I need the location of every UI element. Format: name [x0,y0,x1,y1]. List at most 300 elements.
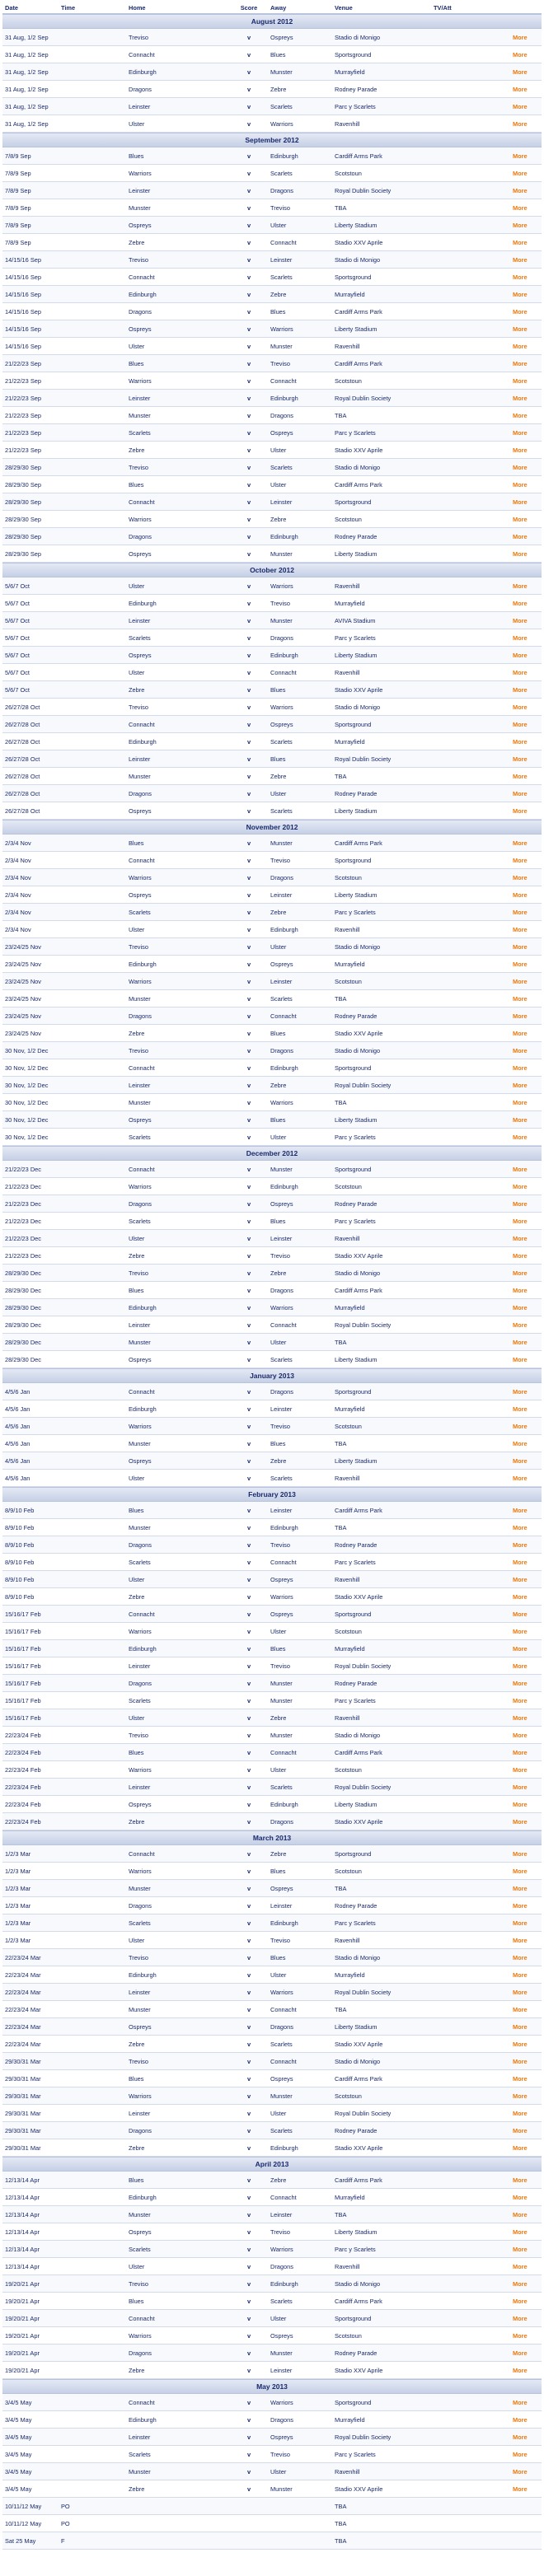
more-link[interactable]: More [513,1867,528,1875]
more-link[interactable]: More [513,68,528,76]
home-team: Ospreys [129,891,152,899]
more-link[interactable]: More [513,1765,528,1774]
venue: Stadio di Monigo [335,703,381,711]
home-team: Blues [129,2297,144,2305]
away-team: Connacht [270,2005,297,2013]
more-link[interactable]: More [513,960,528,968]
more-link[interactable]: More [513,2210,528,2218]
score: v [246,806,251,815]
more-link[interactable]: More [513,1610,528,1618]
home-team: Edinburgh [129,1303,157,1311]
more-link[interactable]: More [513,1644,528,1653]
score: v [246,2433,251,2441]
more-link[interactable]: More [513,1971,528,1979]
table-row [2,2411,542,2429]
more-link[interactable]: More [513,839,528,847]
fixture-date: 22/23/24 Feb [5,1817,41,1826]
score: v [246,68,251,76]
fixture-date: 4/5/6 Jan [5,1387,30,1396]
more-link[interactable]: More [513,2126,528,2134]
more-link[interactable]: More [513,1817,528,1826]
more-link[interactable]: More [513,1199,528,1208]
venue: Sportsground [335,720,372,728]
more-link[interactable]: More [513,2485,528,2493]
fixture-date: 19/20/21 Apr [5,2331,40,2340]
more-link[interactable]: More [513,1901,528,1910]
more-link[interactable]: More [513,152,528,160]
more-link[interactable]: More [513,359,528,367]
more-link[interactable]: More [513,221,528,229]
venue: Parc y Scarlets [335,2245,376,2253]
score: v [246,532,251,540]
more-link[interactable]: More [513,1575,528,1583]
venue: Stadio XXV Aprile [335,2040,383,2048]
table-row [2,1519,542,1536]
more-link[interactable]: More [513,2415,528,2424]
home-team: Scarlets [129,1919,151,1927]
home-team: Connacht [129,498,155,506]
away-team: Scarlets [270,737,293,746]
venue: Liberty Stadium [335,891,378,899]
more-link[interactable]: More [513,1422,528,1430]
table-row [2,1383,542,1400]
away-team: Dragons [270,2415,293,2424]
away-team: Zebre [270,908,287,916]
more-link[interactable]: More [513,2245,528,2253]
more-link[interactable]: More [513,325,528,333]
more-link[interactable]: More [513,1355,528,1363]
more-link[interactable]: More [513,651,528,659]
venue: Stadio di Monigo [335,1731,381,1739]
venue: Cardiff Arms Park [335,359,382,367]
more-link[interactable]: More [513,1012,528,1020]
more-link[interactable]: More [513,2262,528,2270]
more-link[interactable]: More [513,1064,528,1072]
away-team: Blues [270,1439,286,1447]
venue: Liberty Stadium [335,1800,378,1808]
away-team: Blues [270,685,286,694]
away-team: Warriors [270,1303,293,1311]
more-link[interactable]: More [513,1679,528,1687]
fixture-date: 14/15/16 Sep [5,342,41,350]
venue: Liberty Stadium [335,806,378,815]
more-link[interactable]: More [513,1405,528,1413]
more-link[interactable]: More [513,515,528,523]
score: v [246,1506,251,1514]
score: v [246,342,251,350]
more-link[interactable]: More [513,772,528,780]
more-link[interactable]: More [513,1321,528,1329]
home-team: Blues [129,359,144,367]
fixture-date: 30 Nov, 1/2 Dec [5,1046,49,1054]
away-team: Warriors [270,325,293,333]
more-link[interactable]: More [513,1592,528,1601]
more-link[interactable]: More [513,2467,528,2475]
score: v [246,2245,251,2253]
venue: Parc y Scarlets [335,908,376,916]
more-link[interactable]: More [513,1540,528,1549]
more-link[interactable]: More [513,549,528,558]
more-link[interactable]: More [513,1439,528,1447]
more-link[interactable]: More [513,1748,528,1756]
venue: Parc y Scarlets [335,1919,376,1927]
table-row [2,1845,542,1863]
more-link[interactable]: More [513,394,528,402]
away-team: Zebre [270,2176,287,2184]
home-team: Treviso [129,255,148,264]
month-fixtures [2,1383,542,1487]
more-link[interactable]: More [513,307,528,316]
home-team: Warriors [129,977,152,985]
fixture-date: 22/23/24 Mar [5,2005,41,2013]
score: v [246,1405,251,1413]
more-link[interactable]: More [513,685,528,694]
away-team: Ospreys [270,428,293,437]
more-link[interactable]: More [513,703,528,711]
more-link[interactable]: More [513,1627,528,1635]
more-link[interactable]: More [513,290,528,298]
away-team: Ulster [270,1627,287,1635]
more-link[interactable]: More [513,1456,528,1465]
more-link[interactable]: More [513,1696,528,1704]
score: v [246,908,251,916]
away-team: Ospreys [270,2433,293,2441]
score: v [246,1971,251,1979]
home-team: Leinster [129,1081,151,1089]
fixture-date: 28/29/30 Dec [5,1338,41,1346]
home-team: Treviso [129,1953,148,1961]
table-row [2,1129,542,1146]
venue: Scotstoun [335,977,362,985]
score: v [246,1627,251,1635]
home-team: Connacht [129,273,155,281]
more-link[interactable]: More [513,1269,528,1277]
score: v [246,2279,251,2288]
month-fixtures [2,1161,542,1368]
more-link[interactable]: More [513,1713,528,1722]
table-row [2,886,542,904]
more-link[interactable]: More [513,1474,528,1482]
fixture-date: 28/29/30 Dec [5,1355,41,1363]
more-link[interactable]: More [513,2331,528,2340]
more-link[interactable]: More [513,942,528,951]
more-link[interactable]: More [513,1800,528,1808]
more-link[interactable]: More [513,1558,528,1566]
away-team: Munster [270,342,293,350]
more-link[interactable]: More [513,1988,528,1996]
table-row [2,2293,542,2310]
table-row [2,1195,542,1213]
venue: Cardiff Arms Park [335,152,382,160]
more-link[interactable]: More [513,1662,528,1670]
more-link[interactable]: More [513,1523,528,1531]
fixture-date: 1/2/3 Mar [5,1884,31,1892]
more-link[interactable]: More [513,1217,528,1225]
more-link[interactable]: More [513,582,528,590]
venue: Liberty Stadium [335,2228,378,2236]
more-link[interactable]: More [513,2450,528,2458]
home-team: Connacht [129,50,155,58]
fixture-date: 2/3/4 Nov [5,891,31,899]
more-link[interactable]: More [513,908,528,916]
more-link[interactable]: More [513,498,528,506]
fixture-date: 21/22/23 Dec [5,1165,41,1173]
more-link[interactable]: More [513,446,528,454]
score: v [246,2331,251,2340]
more-link[interactable]: More [513,1165,528,1173]
table-row [2,2515,542,2532]
venue: Sportsground [335,273,372,281]
score: v [246,1251,251,1260]
month-fixtures [2,29,542,133]
more-link[interactable]: More [513,755,528,763]
more-link[interactable]: More [513,1731,528,1739]
venue: Murrayfield [335,68,365,76]
more-link[interactable]: More [513,2005,528,2013]
more-link[interactable]: More [513,2314,528,2322]
home-team: Ulster [129,119,145,128]
fixture-date: 19/20/21 Apr [5,2314,40,2322]
table-row [2,1897,542,1914]
more-link[interactable]: More [513,186,528,194]
venue: Ravenhill [335,1474,360,1482]
fixture-date: 21/22/23 Sep [5,359,41,367]
score: v [246,498,251,506]
more-link[interactable]: More [513,1098,528,1106]
fixture-date: 2/3/4 Nov [5,839,31,847]
more-link[interactable]: More [513,1182,528,1190]
more-link[interactable]: More [513,1046,528,1054]
table-row [2,1813,542,1830]
more-link[interactable]: More [513,1783,528,1791]
more-link[interactable]: More [513,50,528,58]
venue: Liberty Stadium [335,1355,378,1363]
score: v [246,2057,251,2065]
away-team: Edinburgh [270,1919,298,1927]
score: v [246,1133,251,1141]
home-team: Munster [129,772,151,780]
home-team: Warriors [129,1182,152,1190]
header-home: Home [129,3,146,12]
more-link[interactable]: More [513,169,528,177]
more-link[interactable]: More [513,1081,528,1089]
away-team: Dragons [270,1817,293,1826]
more-link[interactable]: More [513,737,528,746]
home-team: Leinster [129,616,151,624]
more-link[interactable]: More [513,2074,528,2083]
more-link[interactable]: More [513,1506,528,1514]
more-link[interactable]: More [513,119,528,128]
table-row [2,664,542,681]
home-team: Munster [129,1338,151,1346]
away-team: Edinburgh [270,152,298,160]
more-link[interactable]: More [513,1286,528,1294]
more-link[interactable]: More [513,1849,528,1858]
score: v [246,668,251,676]
table-row [2,750,542,768]
fixture-date: 28/29/30 Sep [5,498,41,506]
table-row [2,2223,542,2241]
score: v [246,1338,251,1346]
away-team: Scarlets [270,1783,293,1791]
score: v [246,186,251,194]
more-link[interactable]: More [513,977,528,985]
table-row [2,1230,542,1247]
home-team: Warriors [129,2331,152,2340]
venue: Royal Dublin Society [335,2109,392,2117]
more-link[interactable]: More [513,2398,528,2406]
more-link[interactable]: More [513,1303,528,1311]
more-link[interactable]: More [513,480,528,489]
more-link[interactable]: More [513,2092,528,2100]
more-link[interactable]: More [513,806,528,815]
more-link[interactable]: More [513,2193,528,2201]
home-team: Dragons [129,532,152,540]
more-link[interactable]: More [513,1234,528,1242]
more-link[interactable]: More [513,1251,528,1260]
venue: Ravenhill [335,1575,360,1583]
home-team: Scarlets [129,633,151,642]
away-team: Connacht [270,668,297,676]
more-link[interactable]: More [513,1133,528,1141]
more-link[interactable]: More [513,376,528,385]
more-link[interactable]: More [513,994,528,1003]
home-team: Scarlets [129,1133,151,1141]
home-team: Scarlets [129,1696,151,1704]
table-row [2,1880,542,1897]
more-link[interactable]: More [513,2040,528,2048]
more-link[interactable]: More [513,599,528,607]
more-link[interactable]: More [513,891,528,899]
home-team: Blues [129,1748,144,1756]
home-team: Munster [129,2467,151,2475]
table-row [2,1554,542,1571]
more-link[interactable]: More [513,1115,528,1124]
table-row [2,493,542,511]
fixture-date: 2/3/4 Nov [5,873,31,881]
away-team: Warriors [270,582,293,590]
venue: Sportsground [335,2398,372,2406]
more-link[interactable]: More [513,2279,528,2288]
more-link[interactable]: More [513,789,528,797]
more-link[interactable]: More [513,342,528,350]
more-link[interactable]: More [513,2349,528,2357]
more-link[interactable]: More [513,428,528,437]
more-link[interactable]: More [513,255,528,264]
more-link[interactable]: More [513,873,528,881]
score: v [246,1884,251,1892]
fixture-date: 1/2/3 Mar [5,1867,31,1875]
more-link[interactable]: More [513,2228,528,2236]
fixture-date: 15/16/17 Feb [5,1610,41,1618]
home-team: Warriors [129,376,152,385]
more-link[interactable]: More [513,2297,528,2305]
home-team: Ospreys [129,549,152,558]
home-team: Ulster [129,1575,145,1583]
score: v [246,1182,251,1190]
home-team: Zebre [129,2485,145,2493]
venue: Sportsground [335,856,372,864]
more-link[interactable]: More [513,463,528,471]
score: v [246,942,251,951]
more-link[interactable]: More [513,1387,528,1396]
more-link[interactable]: More [513,1029,528,1037]
fixture-date: 31 Aug, 1/2 Sep [5,102,49,110]
more-link[interactable]: More [513,532,528,540]
more-link[interactable]: More [513,1884,528,1892]
home-team: Leinster [129,1783,151,1791]
table-row [2,1247,542,1265]
venue: Stadio XXV Aprile [335,2366,383,2374]
table-row [2,1265,542,1282]
score: v [246,1029,251,1037]
score: v [246,1731,251,1739]
more-link[interactable]: More [513,2109,528,2117]
more-link[interactable]: More [513,2022,528,2031]
more-link[interactable]: More [513,1953,528,1961]
more-link[interactable]: More [513,1919,528,1927]
venue: Parc y Scarlets [335,428,376,437]
more-link[interactable]: More [513,720,528,728]
more-link[interactable]: More [513,2144,528,2152]
more-link[interactable]: More [513,2433,528,2441]
more-link[interactable]: More [513,411,528,419]
venue: Scotstoun [335,169,362,177]
more-link[interactable]: More [513,102,528,110]
more-link[interactable]: More [513,85,528,93]
home-team: Scarlets [129,2450,151,2458]
more-link[interactable]: More [513,33,528,41]
score: v [246,703,251,711]
more-link[interactable]: More [513,2057,528,2065]
fixture-date: 5/6/7 Oct [5,599,30,607]
table-row [2,1932,542,1949]
more-link[interactable]: More [513,203,528,212]
more-link[interactable]: More [513,925,528,933]
score: v [246,2022,251,2031]
away-team: Ospreys [270,1610,293,1618]
more-link[interactable]: More [513,2176,528,2184]
venue: Murrayfield [335,1971,365,1979]
away-team: Connacht [270,1321,297,1329]
table-row [2,1727,542,1744]
score: v [246,1165,251,1173]
table-row [2,629,542,647]
venue: TBA [335,1098,347,1106]
table-row [2,545,542,563]
more-link[interactable]: More [513,856,528,864]
more-link[interactable]: More [513,2366,528,2374]
table-row [2,2053,542,2070]
more-link[interactable]: More [513,238,528,246]
more-link[interactable]: More [513,633,528,642]
home-team: Munster [129,2005,151,2013]
venue: Cardiff Arms Park [335,307,382,316]
fixture-date: 7/8/9 Sep [5,221,31,229]
venue: Ravenhill [335,1936,360,1944]
away-team: Blues [270,755,286,763]
more-link[interactable]: More [513,668,528,676]
fixture-date: 28/29/30 Dec [5,1269,41,1277]
home-team: Zebre [129,2366,145,2374]
more-link[interactable]: More [513,616,528,624]
away-team: Leinster [270,255,293,264]
more-link[interactable]: More [513,1338,528,1346]
away-team: Treviso [270,1936,290,1944]
more-link[interactable]: More [513,273,528,281]
away-team: Connacht [270,238,297,246]
more-link[interactable]: More [513,1936,528,1944]
